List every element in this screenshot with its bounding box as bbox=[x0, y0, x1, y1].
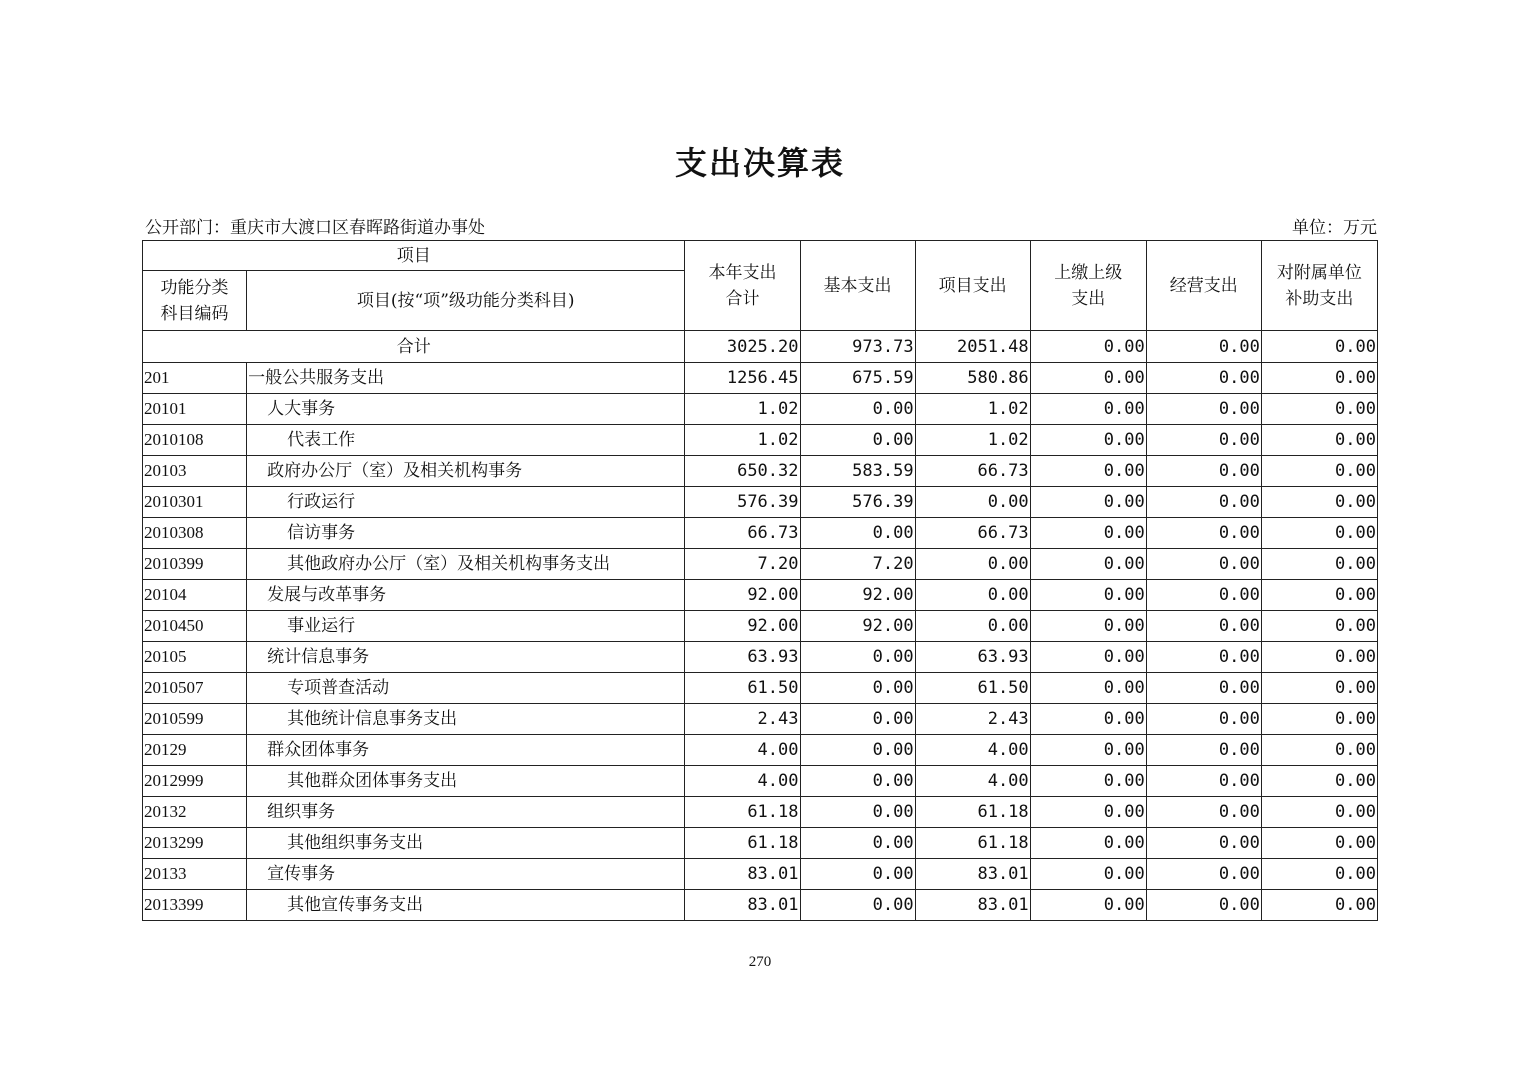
total-value: 973.73 bbox=[800, 331, 915, 363]
row-code: 2010399 bbox=[143, 549, 247, 580]
row-value: 0.00 bbox=[1261, 704, 1377, 735]
row-value: 0.00 bbox=[1030, 766, 1146, 797]
row-name: 宣传事务 bbox=[247, 859, 685, 890]
row-value: 4.00 bbox=[915, 766, 1030, 797]
row-value: 92.00 bbox=[685, 580, 800, 611]
row-value: 576.39 bbox=[685, 487, 800, 518]
row-value: 0.00 bbox=[1030, 704, 1146, 735]
header-item-group: 项目 bbox=[143, 241, 685, 271]
row-value: 0.00 bbox=[915, 611, 1030, 642]
row-value: 0.00 bbox=[1261, 549, 1377, 580]
header-remit-line2: 支出 bbox=[1071, 288, 1106, 309]
row-value: 0.00 bbox=[915, 549, 1030, 580]
row-code: 2012999 bbox=[143, 766, 247, 797]
row-value: 1.02 bbox=[685, 425, 800, 456]
row-value: 83.01 bbox=[685, 890, 800, 921]
unit-label: 单位：万元 bbox=[1292, 218, 1377, 238]
row-value: 66.73 bbox=[685, 518, 800, 549]
total-value: 0.00 bbox=[1146, 331, 1261, 363]
row-value: 0.00 bbox=[1146, 611, 1261, 642]
table-row bbox=[143, 363, 1378, 394]
row-value: 4.00 bbox=[685, 766, 800, 797]
table-row bbox=[143, 859, 1378, 890]
row-code: 2010308 bbox=[143, 518, 247, 549]
table-row bbox=[143, 642, 1378, 673]
table-row bbox=[143, 611, 1378, 642]
table-row bbox=[143, 704, 1378, 735]
table-row bbox=[143, 797, 1378, 828]
row-value: 63.93 bbox=[685, 642, 800, 673]
row-value: 4.00 bbox=[685, 735, 800, 766]
row-value: 0.00 bbox=[1030, 518, 1146, 549]
header-total-line1: 本年支出 bbox=[708, 262, 777, 283]
row-value: 83.01 bbox=[915, 890, 1030, 921]
row-value: 92.00 bbox=[685, 611, 800, 642]
table-header bbox=[143, 241, 1378, 363]
table-row bbox=[143, 549, 1378, 580]
row-value: 0.00 bbox=[1261, 580, 1377, 611]
row-value: 0.00 bbox=[1261, 611, 1377, 642]
row-name: 其他政府办公厅（室）及相关机构事务支出 bbox=[247, 549, 685, 580]
row-code: 20104 bbox=[143, 580, 247, 611]
row-value: 1.02 bbox=[685, 394, 800, 425]
row-name: 群众团体事务 bbox=[247, 735, 685, 766]
header-subsidy-line2: 补助支出 bbox=[1285, 288, 1354, 309]
header-code bbox=[143, 271, 247, 331]
row-value: 0.00 bbox=[800, 518, 915, 549]
header-item-name: 项目(按“项”级功能分类科目) bbox=[247, 271, 685, 331]
row-value: 61.50 bbox=[915, 673, 1030, 704]
table-body bbox=[143, 363, 1378, 921]
row-value: 0.00 bbox=[1030, 735, 1146, 766]
row-code: 2010507 bbox=[143, 673, 247, 704]
total-label: 合计 bbox=[143, 331, 685, 363]
row-name: 统计信息事务 bbox=[247, 642, 685, 673]
row-value: 583.59 bbox=[800, 456, 915, 487]
row-value: 0.00 bbox=[1030, 642, 1146, 673]
header-total bbox=[685, 241, 800, 331]
row-name: 信访事务 bbox=[247, 518, 685, 549]
row-value: 0.00 bbox=[1146, 766, 1261, 797]
row-name: 专项普查活动 bbox=[247, 673, 685, 704]
row-value: 61.18 bbox=[685, 828, 800, 859]
row-value: 0.00 bbox=[1030, 797, 1146, 828]
header-remit-line1: 上缴上级 bbox=[1054, 262, 1123, 283]
row-value: 0.00 bbox=[1146, 487, 1261, 518]
row-value: 0.00 bbox=[915, 580, 1030, 611]
row-value: 0.00 bbox=[800, 735, 915, 766]
department-label: 公开部门：重庆市大渡口区春晖路街道办事处 bbox=[145, 218, 485, 238]
row-value: 63.93 bbox=[915, 642, 1030, 673]
row-value: 0.00 bbox=[1261, 487, 1377, 518]
table-row bbox=[143, 456, 1378, 487]
row-value: 1.02 bbox=[915, 394, 1030, 425]
row-code: 20132 bbox=[143, 797, 247, 828]
row-code: 201 bbox=[143, 363, 247, 394]
row-code: 2010599 bbox=[143, 704, 247, 735]
row-value: 0.00 bbox=[800, 859, 915, 890]
page-number: 270 bbox=[748, 954, 772, 970]
row-value: 0.00 bbox=[1030, 859, 1146, 890]
table-row bbox=[143, 828, 1378, 859]
row-value: 0.00 bbox=[1030, 890, 1146, 921]
row-value: 0.00 bbox=[800, 394, 915, 425]
row-value: 4.00 bbox=[915, 735, 1030, 766]
row-value: 61.50 bbox=[685, 673, 800, 704]
row-value: 7.20 bbox=[685, 549, 800, 580]
row-value: 0.00 bbox=[1030, 487, 1146, 518]
row-value: 0.00 bbox=[1030, 828, 1146, 859]
row-value: 0.00 bbox=[1146, 363, 1261, 394]
total-value: 2051.48 bbox=[915, 331, 1030, 363]
row-value: 1.02 bbox=[915, 425, 1030, 456]
table-row bbox=[143, 518, 1378, 549]
header-business: 经营支出 bbox=[1146, 241, 1261, 331]
row-name: 政府办公厅（室）及相关机构事务 bbox=[247, 456, 685, 487]
row-code: 2013399 bbox=[143, 890, 247, 921]
table-row bbox=[143, 487, 1378, 518]
row-value: 61.18 bbox=[915, 828, 1030, 859]
header-project: 项目支出 bbox=[915, 241, 1030, 331]
row-value: 0.00 bbox=[1261, 518, 1377, 549]
row-name: 行政运行 bbox=[247, 487, 685, 518]
row-code: 20101 bbox=[143, 394, 247, 425]
row-value: 0.00 bbox=[1261, 828, 1377, 859]
header-remit bbox=[1030, 241, 1146, 331]
row-value: 0.00 bbox=[1261, 642, 1377, 673]
row-value: 0.00 bbox=[800, 797, 915, 828]
row-value: 7.20 bbox=[800, 549, 915, 580]
row-name: 其他统计信息事务支出 bbox=[247, 704, 685, 735]
row-value: 0.00 bbox=[1261, 394, 1377, 425]
row-value: 0.00 bbox=[1261, 735, 1377, 766]
row-value: 576.39 bbox=[800, 487, 915, 518]
row-value: 0.00 bbox=[1146, 549, 1261, 580]
row-value: 0.00 bbox=[1261, 673, 1377, 704]
row-value: 0.00 bbox=[800, 704, 915, 735]
row-name: 其他宣传事务支出 bbox=[247, 890, 685, 921]
row-value: 0.00 bbox=[1261, 797, 1377, 828]
row-value: 0.00 bbox=[1261, 456, 1377, 487]
row-value: 0.00 bbox=[1146, 425, 1261, 456]
row-name: 一般公共服务支出 bbox=[247, 363, 685, 394]
row-value: 650.32 bbox=[685, 456, 800, 487]
row-name: 人大事务 bbox=[247, 394, 685, 425]
row-value: 0.00 bbox=[1030, 549, 1146, 580]
row-value: 2.43 bbox=[915, 704, 1030, 735]
row-value: 675.59 bbox=[800, 363, 915, 394]
row-value: 0.00 bbox=[1146, 704, 1261, 735]
row-value: 0.00 bbox=[1146, 673, 1261, 704]
row-value: 1256.45 bbox=[685, 363, 800, 394]
row-name: 其他群众团体事务支出 bbox=[247, 766, 685, 797]
table-row bbox=[143, 890, 1378, 921]
row-value: 0.00 bbox=[800, 828, 915, 859]
table-row bbox=[143, 425, 1378, 456]
row-name: 发展与改革事务 bbox=[247, 580, 685, 611]
row-value: 92.00 bbox=[800, 611, 915, 642]
row-code: 2010301 bbox=[143, 487, 247, 518]
row-value: 0.00 bbox=[1146, 890, 1261, 921]
row-value: 61.18 bbox=[685, 797, 800, 828]
row-value: 0.00 bbox=[800, 425, 915, 456]
row-value: 0.00 bbox=[800, 766, 915, 797]
row-code: 2010450 bbox=[143, 611, 247, 642]
header-code-line1: 功能分类 bbox=[160, 277, 229, 298]
row-value: 92.00 bbox=[800, 580, 915, 611]
expenditure-table bbox=[142, 240, 1378, 921]
row-name: 组织事务 bbox=[247, 797, 685, 828]
row-value: 0.00 bbox=[1030, 673, 1146, 704]
row-value: 0.00 bbox=[1146, 394, 1261, 425]
row-code: 20133 bbox=[143, 859, 247, 890]
row-value: 0.00 bbox=[1261, 766, 1377, 797]
row-value: 0.00 bbox=[800, 890, 915, 921]
row-code: 2013299 bbox=[143, 828, 247, 859]
row-code: 20103 bbox=[143, 456, 247, 487]
row-value: 61.18 bbox=[915, 797, 1030, 828]
header-basic: 基本支出 bbox=[800, 241, 915, 331]
table-row bbox=[143, 580, 1378, 611]
header-total-line2: 合计 bbox=[725, 288, 760, 309]
document-title: 支出决算表 bbox=[674, 144, 845, 182]
header-code-line2: 科目编码 bbox=[160, 303, 229, 324]
row-name: 代表工作 bbox=[247, 425, 685, 456]
table-row bbox=[143, 766, 1378, 797]
row-value: 0.00 bbox=[1030, 580, 1146, 611]
row-value: 0.00 bbox=[1146, 580, 1261, 611]
row-value: 0.00 bbox=[1261, 363, 1377, 394]
row-name: 其他组织事务支出 bbox=[247, 828, 685, 859]
row-value: 0.00 bbox=[1146, 797, 1261, 828]
row-value: 0.00 bbox=[1030, 394, 1146, 425]
row-value: 0.00 bbox=[915, 487, 1030, 518]
row-value: 0.00 bbox=[1146, 859, 1261, 890]
row-value: 580.86 bbox=[915, 363, 1030, 394]
header-subsidy-line1: 对附属单位 bbox=[1276, 262, 1362, 283]
row-name: 事业运行 bbox=[247, 611, 685, 642]
row-code: 2010108 bbox=[143, 425, 247, 456]
row-value: 66.73 bbox=[915, 518, 1030, 549]
table-row bbox=[143, 394, 1378, 425]
row-code: 20105 bbox=[143, 642, 247, 673]
row-value: 0.00 bbox=[1146, 735, 1261, 766]
row-value: 66.73 bbox=[915, 456, 1030, 487]
row-value: 0.00 bbox=[1030, 425, 1146, 456]
row-value: 0.00 bbox=[800, 673, 915, 704]
table-row bbox=[143, 673, 1378, 704]
total-value: 3025.20 bbox=[685, 331, 800, 363]
row-value: 83.01 bbox=[915, 859, 1030, 890]
total-value: 0.00 bbox=[1030, 331, 1146, 363]
row-value: 0.00 bbox=[1146, 828, 1261, 859]
header-subsidy bbox=[1261, 241, 1377, 331]
table-row bbox=[143, 735, 1378, 766]
row-value: 0.00 bbox=[1146, 642, 1261, 673]
row-code: 20129 bbox=[143, 735, 247, 766]
row-value: 0.00 bbox=[1261, 859, 1377, 890]
row-value: 0.00 bbox=[800, 642, 915, 673]
total-value: 0.00 bbox=[1261, 331, 1377, 363]
row-value: 0.00 bbox=[1146, 456, 1261, 487]
total-row bbox=[143, 331, 1378, 363]
row-value: 0.00 bbox=[1146, 518, 1261, 549]
row-value: 0.00 bbox=[1030, 456, 1146, 487]
row-value: 83.01 bbox=[685, 859, 800, 890]
row-value: 0.00 bbox=[1261, 890, 1377, 921]
row-value: 0.00 bbox=[1030, 611, 1146, 642]
row-value: 0.00 bbox=[1030, 363, 1146, 394]
row-value: 2.43 bbox=[685, 704, 800, 735]
row-value: 0.00 bbox=[1261, 425, 1377, 456]
